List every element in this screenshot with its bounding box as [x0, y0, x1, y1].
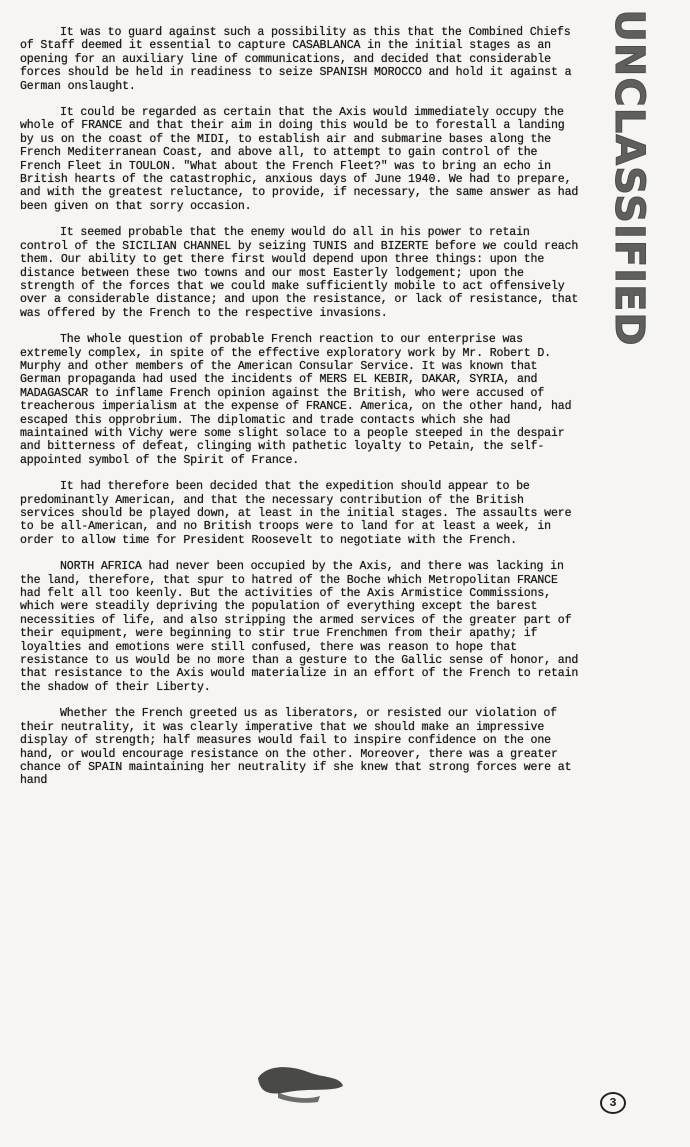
stamp-text: UNCLASSIFIED	[606, 9, 652, 347]
page-number-mark	[600, 1092, 626, 1114]
paragraph-4: The whole question of probable French reaction to our enterprise was extremely complex, in spite of the effective exploratory work by Mr. Robert D. Murphy and other members of the American Consular Service. It was known that German propaganda had used the incidents of MERS EL KEBIR, DAKAR, SYRIA, and MADAGASCAR to inflame French opinion against the British, who were accused of treacherous imperialism at the expense of FRANCE. America, on the other hand, had escaped this opprobrium. The diplomatic and trade contacts which she had maintained with Vichy were some slight solace to a people steeped in the despair and bitterness of defeat, clinging with pathetic loyalty to Petain, the self-appointed symbol of the Spirit of France.	[20, 333, 572, 467]
unclassified-stamp	[574, 9, 684, 347]
paragraph-3: It seemed probable that the enemy would do all in his power to retain control of the SICILIAN CHANNEL by seizing TUNIS and BIZERTE before we could reach them. Our ability to get there first would depend upon three things: upon the distance between these two towns and our most Easterly lodgement; upon the strength of the forces that we could make sufficiently mobile to act offensively over a considerable distance; and upon the resistance, or lack of resistance, that was offered by the French to the respective invasions.	[20, 226, 579, 320]
paragraph-5: It had therefore been decided that the expedition should appear to be predominantly American, and that the necessary contribution of the British services should be played down, at least in the initial stages. The assaults were to be all-American, and no British troops were to land for at least a week, in order to allow time for President Roosevelt to negotiate with the French.	[20, 480, 572, 547]
page-number: 3	[600, 1092, 626, 1114]
ink-smudge	[248, 1058, 348, 1106]
paragraph-1: It was to guard against such a possibility as this that the Combined Chiefs of Staff deemed it essential to capture CASABLANCA in the initial stages as an opening for an auxiliary line of communications, and decided that considerable forces should be held in readiness to seize SPANISH MOROCCO and hold it against a German onslaught.	[20, 26, 572, 93]
document-body	[20, 26, 580, 801]
paragraph-6: NORTH AFRICA had never been occupied by the Axis, and there was lacking in the land, therefore, that spur to hatred of the Boche which Metropolitan FRANCE had felt all too keenly. But the activities of the Axis Armistice Commissions, which were steadily depriving the population of everything except the barest necessities of life, and also stripping the armed services of the greater part of their equipment, were beginning to stir true Frenchmen from their apathy; if loyalties and emotions were still confused, there was reason to hope that resistance to us would be no more than a gesture to the Gallic sense of honor, and that resistance to the Axis would materialize in an effort of the French to retain the shadow of their Liberty.	[20, 560, 579, 694]
paragraph-7: Whether the French greeted us as liberators, or resisted our violation of their neutrality, it was clearly imperative that we should make an impressive display of strength; half measures would fail to inspire confidence on the one hand, or would encourage resistance on the other. Moreover, there was a greater chance of SPAIN maintaining her neutrality if she knew that strong forces were at hand	[20, 707, 572, 788]
paragraph-2: It could be regarded as certain that the Axis would immediately occupy the whole of FRANCE and that their aim in doing this would be to forestall a landing by us on the coast of the MIDI, to establish air and submarine bases along the French Mediterranean Coast, and above all, to attempt to gain control of the French Fleet in TOULON. "What about the French Fleet?" was to bring an echo in British hearts of the catastrophic, anxious days of June 1940. We had to prepare, and with the greatest reluctance, to provide, if necessary, the same answer as had been given on that sorry occasion.	[20, 106, 579, 213]
